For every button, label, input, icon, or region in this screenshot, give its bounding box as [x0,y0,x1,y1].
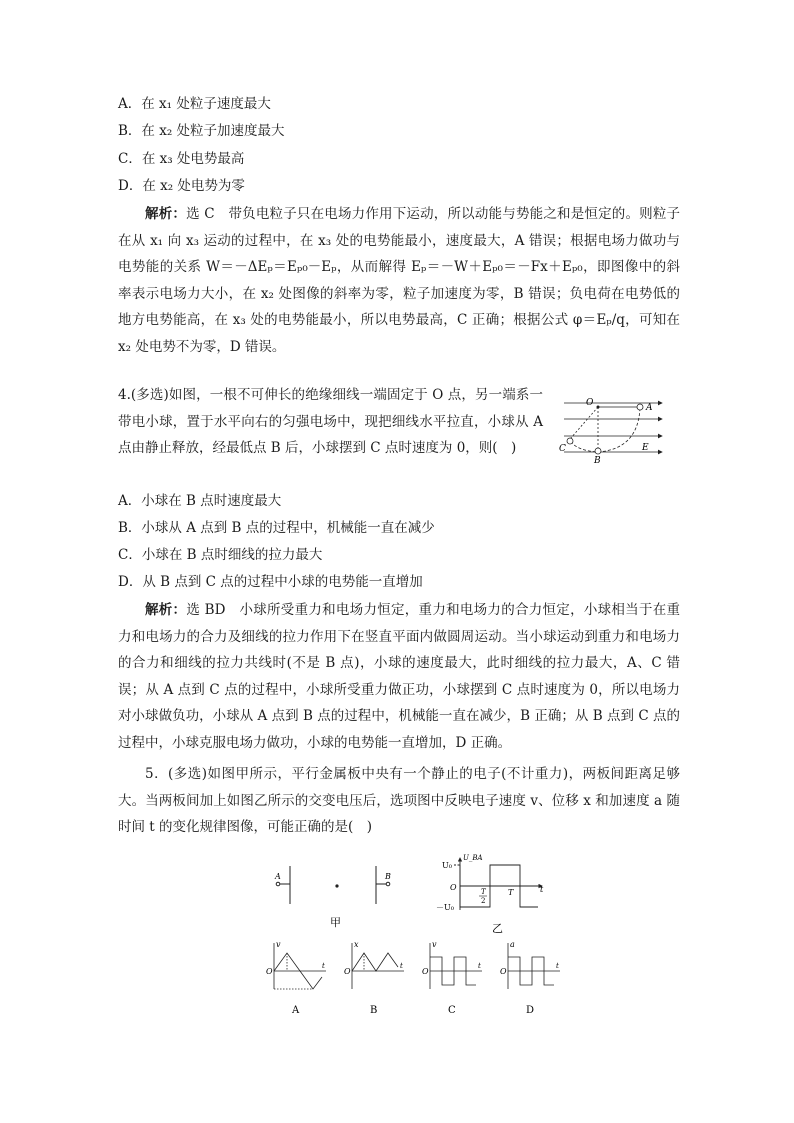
graph-d-yaxis: a [510,940,515,949]
q4-option-a: A．小球在 B 点时速度最大 [118,493,282,509]
pivot-o [597,406,600,409]
q4-stem [118,382,543,462]
graph-a-letter: A [292,1005,300,1016]
question-stem: 如图甲所示，平行金属板中央有一个静止的电子(不计重力)，两板间距离足够大。当两板间加上如图乙所示的交变电压后，选项图中反映电子速度 v、位移 x 和加速度 a 随时间 t 的变化规律图像，可能正确的是( ) [118,766,680,835]
ball-b [595,448,601,454]
graph-c-yaxis: v [432,940,437,949]
fig-yi-voltage [430,852,560,936]
label-c: C [559,444,566,454]
svg-text:O: O [266,967,273,976]
graph-b-curve [352,953,398,971]
option-graph-b [338,937,410,1017]
q4-pendulum-figure [558,393,670,465]
analysis-label: 解析： [145,206,187,222]
svg-text:t: t [322,962,325,970]
svg-text:t: t [556,962,559,970]
option-graph-a [260,937,332,1017]
q3-option-c: C．在 x₃ 处电势最高 [118,151,245,167]
label-neg-u0: －U₀ [436,903,454,912]
label-o: O [586,398,594,408]
caption-yi: 乙 [492,922,503,935]
terminal-a [276,882,280,886]
label-plate-b: B [385,872,391,881]
question-stem: 如图，一根不可伸长的绝缘细线一端固定于 O 点，另一端系一带电小球，置于水平向右的匀强电场中，现把细线水平拉直，小球从 A 点由静止释放，经最低点 B 后，小球摆到 C 点时速度为 0，则( ) [118,387,543,456]
label-t-axis: t [540,885,544,894]
label-b: B [594,456,601,465]
terminal-b [386,882,390,886]
swing-arc [570,408,640,452]
label-origin: O [450,883,457,892]
ball-a [637,404,643,410]
option-graphs-row [260,937,560,1017]
label-a: A [646,403,653,413]
svg-text:O: O [422,967,429,976]
graph-a-yaxis: v [276,940,281,949]
question-number: 4.(多选) [118,387,169,403]
string-to-c [570,407,598,439]
electron-dot [335,884,338,887]
q4-option-c: C．小球在 B 点时细线的拉力最大 [118,547,323,563]
q4-option-d: D．从 B 点到 C 点的过程中小球的电势能一直增加 [118,574,423,590]
ball-c [567,438,573,444]
q3-option-a: A．在 x₁ 处粒子速度最大 [118,96,271,112]
q3-analysis [118,201,680,360]
question-number: 5．(多选) [145,766,208,782]
label-e: E [642,443,649,453]
label-uba: U_BA [463,854,483,862]
q4-analysis [118,597,680,756]
label-half-t-num: T [481,888,486,896]
caption-jia: 甲 [330,916,341,929]
analysis-text: 带负电粒子只在电场力作用下运动，所以动能与势能之和是恒定的。则粒子在从 x₁ 向 x₃ 运动的过程中，在 x₃ 处的电势能最小，速度最大，A 错误；根据电场力做功与电势能的关系 W＝－ΔEₚ＝Eₚ₀－Eₚ，从而解得 Eₚ＝－W＋Eₚ₀＝－Fx＋Eₚ₀，即图像中的斜率表示电场力大小，在 x₂ 处图像的斜率为零，粒子加速度为零，B 错误；负电荷在电势低的地方电势能高，在 x₃ 处的电势能最小，所以电势最高，C 正确；根据公式 φ＝Eₚ/q，可知在 x₂ 处电势不为零，D 错误。 [118,206,681,355]
q5-stem [118,761,680,841]
svg-text:t: t [478,962,481,970]
q3-option-d: D．在 x₂ 处电势为零 [118,178,245,194]
analysis-answer: 选 BD [186,602,226,618]
label-half-t-den: 2 [481,897,486,905]
option-graph-c [416,937,488,1017]
label-u0: U₀ [442,861,452,870]
graph-c-letter: C [448,1005,456,1016]
graph-b-yaxis: x [354,940,359,949]
analysis-label: 解析： [145,602,187,618]
label-plate-a: A [275,872,281,881]
analysis-answer: 选 C [186,206,215,222]
q4-option-b: B．小球从 A 点到 B 点的过程中，机械能一直在减少 [118,520,435,536]
analysis-text: 小球所受重力和电场力恒定，重力和电场力的合力恒定，小球相当于在重力和电场力的合力及细线的拉力作用下在竖直平面内做圆周运动。当小球运动到重力和电场力的合力和细线的拉力共线时(不是 B 点)，小球的速度最大，此时细线的拉力最大，A、C 错误；从 A 点到 C 点的过程中，小球所受重力做正功，小球摆到 C 点时速度为 0，所以电场力对小球做负功，小球从 A 点到 B 点的过程中，机械能一直在减少，B 正确；从 B 点到 C 点的过程中，小球克服电场力做功，小球的电势能一直增加，D 正确。 [118,602,681,751]
q3-option-b: B．在 x₂ 处粒子加速度最大 [118,123,285,139]
fig-jia-plates [268,862,408,934]
graph-d-letter: D [526,1005,535,1016]
graph-b-letter: B [370,1005,378,1016]
svg-text:O: O [344,967,351,976]
label-t-period: T [508,888,514,897]
option-graph-d [494,937,566,1017]
svg-text:t: t [400,962,403,970]
svg-text:O: O [500,967,507,976]
